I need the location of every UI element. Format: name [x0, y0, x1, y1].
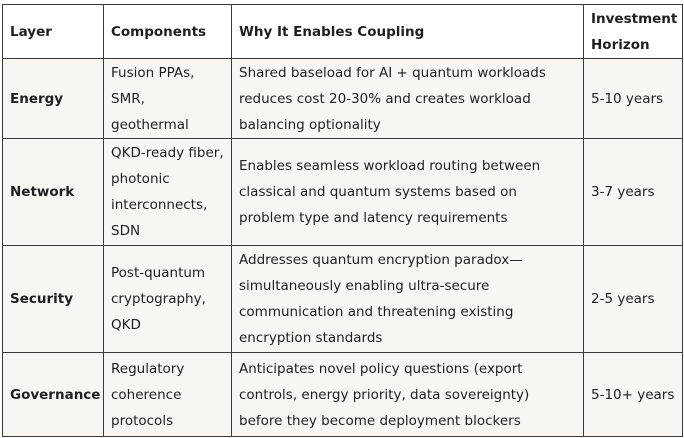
- cell-components: Post-quantum cryptography, QKD: [104, 246, 232, 353]
- cell-horizon: 5-10+ years: [584, 353, 683, 437]
- header-layer: Layer: [3, 5, 104, 59]
- cell-why: Shared baseload for AI + quantum workloads reduces cost 20-30% and creates workload balancing optionality: [232, 59, 584, 139]
- cell-horizon: 2-5 years: [584, 246, 683, 353]
- cell-layer: Security: [3, 246, 104, 353]
- cell-horizon: 5-10 years: [584, 59, 683, 139]
- header-why: Why It Enables Coupling: [232, 5, 584, 59]
- cell-horizon: 3-7 years: [584, 139, 683, 246]
- cell-layer: Network: [3, 139, 104, 246]
- table-header-row: [3, 5, 683, 59]
- header-components: Components: [104, 5, 232, 59]
- cell-components: QKD-ready fiber, photonic interconnects, SDN: [104, 139, 232, 246]
- header-horizon: Investment Horizon: [584, 5, 683, 59]
- cell-why: Anticipates novel policy questions (export controls, energy priority, data sovereignty) before they become deployment blockers: [232, 353, 584, 437]
- cell-layer: Energy: [3, 59, 104, 139]
- cell-components: Regulatory coherence protocols: [104, 353, 232, 437]
- table-row: [3, 353, 683, 437]
- table-row: [3, 139, 683, 246]
- coupling-layers-table: [2, 4, 683, 437]
- cell-components: Fusion PPAs, SMR, geothermal: [104, 59, 232, 139]
- table-row: [3, 246, 683, 353]
- table-row: [3, 59, 683, 139]
- cell-why: Addresses quantum encryption paradox—simultaneously enabling ultra-secure communication and threatening existing encryption standards: [232, 246, 584, 353]
- cell-why: Enables seamless workload routing between classical and quantum systems based on problem type and latency requirements: [232, 139, 584, 246]
- cell-layer: Governance: [3, 353, 104, 437]
